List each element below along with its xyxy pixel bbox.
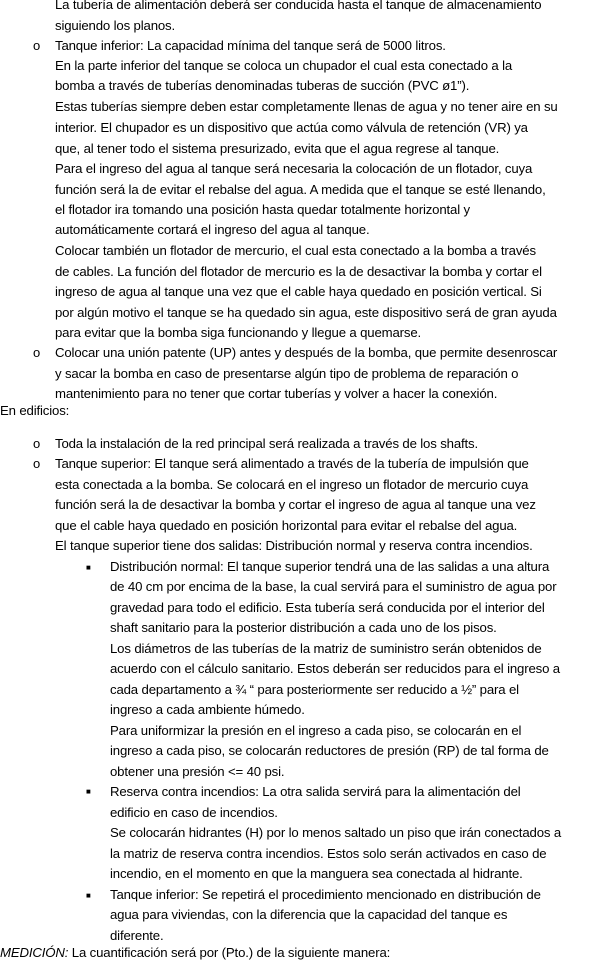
text-line: Reserva contra incendios: La otra salida servirá para la alimentación del — [110, 784, 521, 799]
text-line: incendio, en el momento en que la manguera sea conectada al hidrante. — [110, 866, 523, 881]
text-line: bomba a través de tuberías denominadas tuberas de succión (PVC ø1”). — [55, 78, 470, 93]
measurement-label: MEDICIÓN: — [0, 945, 69, 960]
text-line: Los diámetros de las tuberías de la matriz de suministro serán obtenidos de — [110, 641, 542, 656]
measurement-line — [0, 943, 390, 963]
text-line: ingreso a cada piso, se colocarán reductores de presión (RP) de tal forma de — [110, 743, 549, 758]
text-line: acuerdo con el cálculo sanitario. Estos deberán ser reducidos para el ingreso a — [110, 661, 560, 676]
text-line: para evitar que la bomba siga funcionando y llegue a quemarse. — [55, 325, 422, 340]
text-line: la matriz de reserva contra incendios. Estos solo serán activados en caso de — [110, 846, 547, 861]
text-line: diferente. — [110, 928, 164, 943]
text-line: cada departamento a ¾ “ para posteriormente ser reducido a ½” para el — [110, 682, 519, 697]
circle-bullet-icon: o — [33, 456, 41, 471]
text-line: interior. El chupador es un dispositivo que actúa como válvula de retención (VR) ya — [55, 120, 528, 135]
text-line: Para uniformizar la presión en el ingreso a cada piso, se colocarán en el — [110, 723, 522, 738]
text-line: obtener una presión <= 40 psi. — [110, 764, 285, 779]
text-line: ingreso a cada ambiente húmedo. — [110, 702, 305, 717]
text-line: de 40 cm por encima de la base, la cual servirá para el suministro de agua por — [110, 579, 557, 594]
circle-bullet-icon: o — [33, 38, 41, 53]
text-line: y sacar la bomba en caso de presentarse algún tipo de problema de reparación o — [55, 366, 519, 381]
text-line: que, al tener todo el sistema presurizado, evita que el agua regrese al tanque. — [55, 141, 500, 156]
square-bullet-icon: ■ — [86, 563, 91, 572]
text-line: el flotador ira tomando una posición hasta quedar totalmente horizontal y — [55, 202, 470, 217]
text-line: Estas tuberías siempre deben estar completamente llenas de agua y no tener aire en su — [55, 99, 558, 114]
text-line: de cables. La función del flotador de mercurio es la de desactivar la bomba y cortar el — [55, 264, 542, 279]
text-line: que el cable haya quedado en posición horizontal para evitar el rebalse del agua. — [55, 518, 518, 533]
text-line: Tanque inferior: Se repetirá el procedimiento mencionado en distribución de — [110, 887, 541, 902]
text-line: Toda la instalación de la red principal será realizada a través de los shafts. — [55, 436, 478, 451]
text-line: por algún motivo el tanque se ha quedado sin agua, este dispositivo será de gran ayuda — [55, 305, 557, 320]
text-line: función será la de evitar el rebalse del agua. A medida que el tanque se esté llenando, — [55, 182, 546, 197]
text-line: mantenimiento para no tener que cortar tuberías y volver a hacer la conexión. — [55, 386, 498, 401]
square-bullet-icon: ■ — [86, 891, 91, 900]
text-line: edificio en caso de incendios. — [110, 805, 278, 820]
text-line: esta conectada a la bomba. Se colocará en el ingreso un flotador de mercurio cuya — [55, 477, 529, 492]
text-line: ingreso de agua al tanque una vez que el cable haya quedado en posición vertical. Si — [55, 284, 542, 299]
text-line: Se colocarán hidrantes (H) por lo menos saltado un piso que irán conectados a — [110, 825, 562, 840]
text-line: Colocar una unión patente (UP) antes y después de la bomba, que permite desenroscar — [55, 345, 558, 360]
measurement-text: La cuantificación será por (Pto.) de la siguiente manera: — [68, 945, 391, 960]
text-line: agua para viviendas, con la diferencia que la capacidad del tanque es — [110, 907, 508, 922]
text-line: Tanque superior: El tanque será alimentado a través de la tubería de impulsión que — [55, 456, 529, 471]
text-line: En la parte inferior del tanque se coloca un chupador el cual esta conectado a la — [55, 58, 513, 73]
text-line: siguiendo los planos. — [55, 18, 176, 33]
text-line: gravedad para todo el edificio. Esta tubería será conducida por el interior del — [110, 600, 545, 615]
square-bullet-icon: ■ — [86, 787, 91, 796]
text-line: Distribución normal: El tanque superior tendrá una de las salidas a una altura — [110, 559, 550, 574]
text-line: función será la de desactivar la bomba y cortar el ingreso de agua al tanque una vez — [55, 497, 536, 512]
text-line: La tubería de alimentación deberá ser conducida hasta el tanque de almacenamiento — [55, 0, 542, 12]
section-heading: En edificios: — [0, 403, 70, 418]
circle-bullet-icon: o — [33, 436, 41, 451]
text-line: shaft sanitario para la posterior distribución a cada uno de los pisos. — [110, 620, 497, 635]
text-line: Tanque inferior: La capacidad mínima del tanque será de 5000 litros. — [55, 38, 446, 53]
text-line: Colocar también un flotador de mercurio, el cual esta conectado a la bomba a través — [55, 243, 536, 258]
text-line: El tanque superior tiene dos salidas: Distribución normal y reserva contra incendios. — [55, 538, 533, 553]
text-line: Para el ingreso del agua al tanque será necesaria la colocación de un flotador, cuya — [55, 161, 533, 176]
text-line: automáticamente cortará el ingreso del agua al tanque. — [55, 222, 370, 237]
circle-bullet-icon: o — [33, 345, 41, 360]
